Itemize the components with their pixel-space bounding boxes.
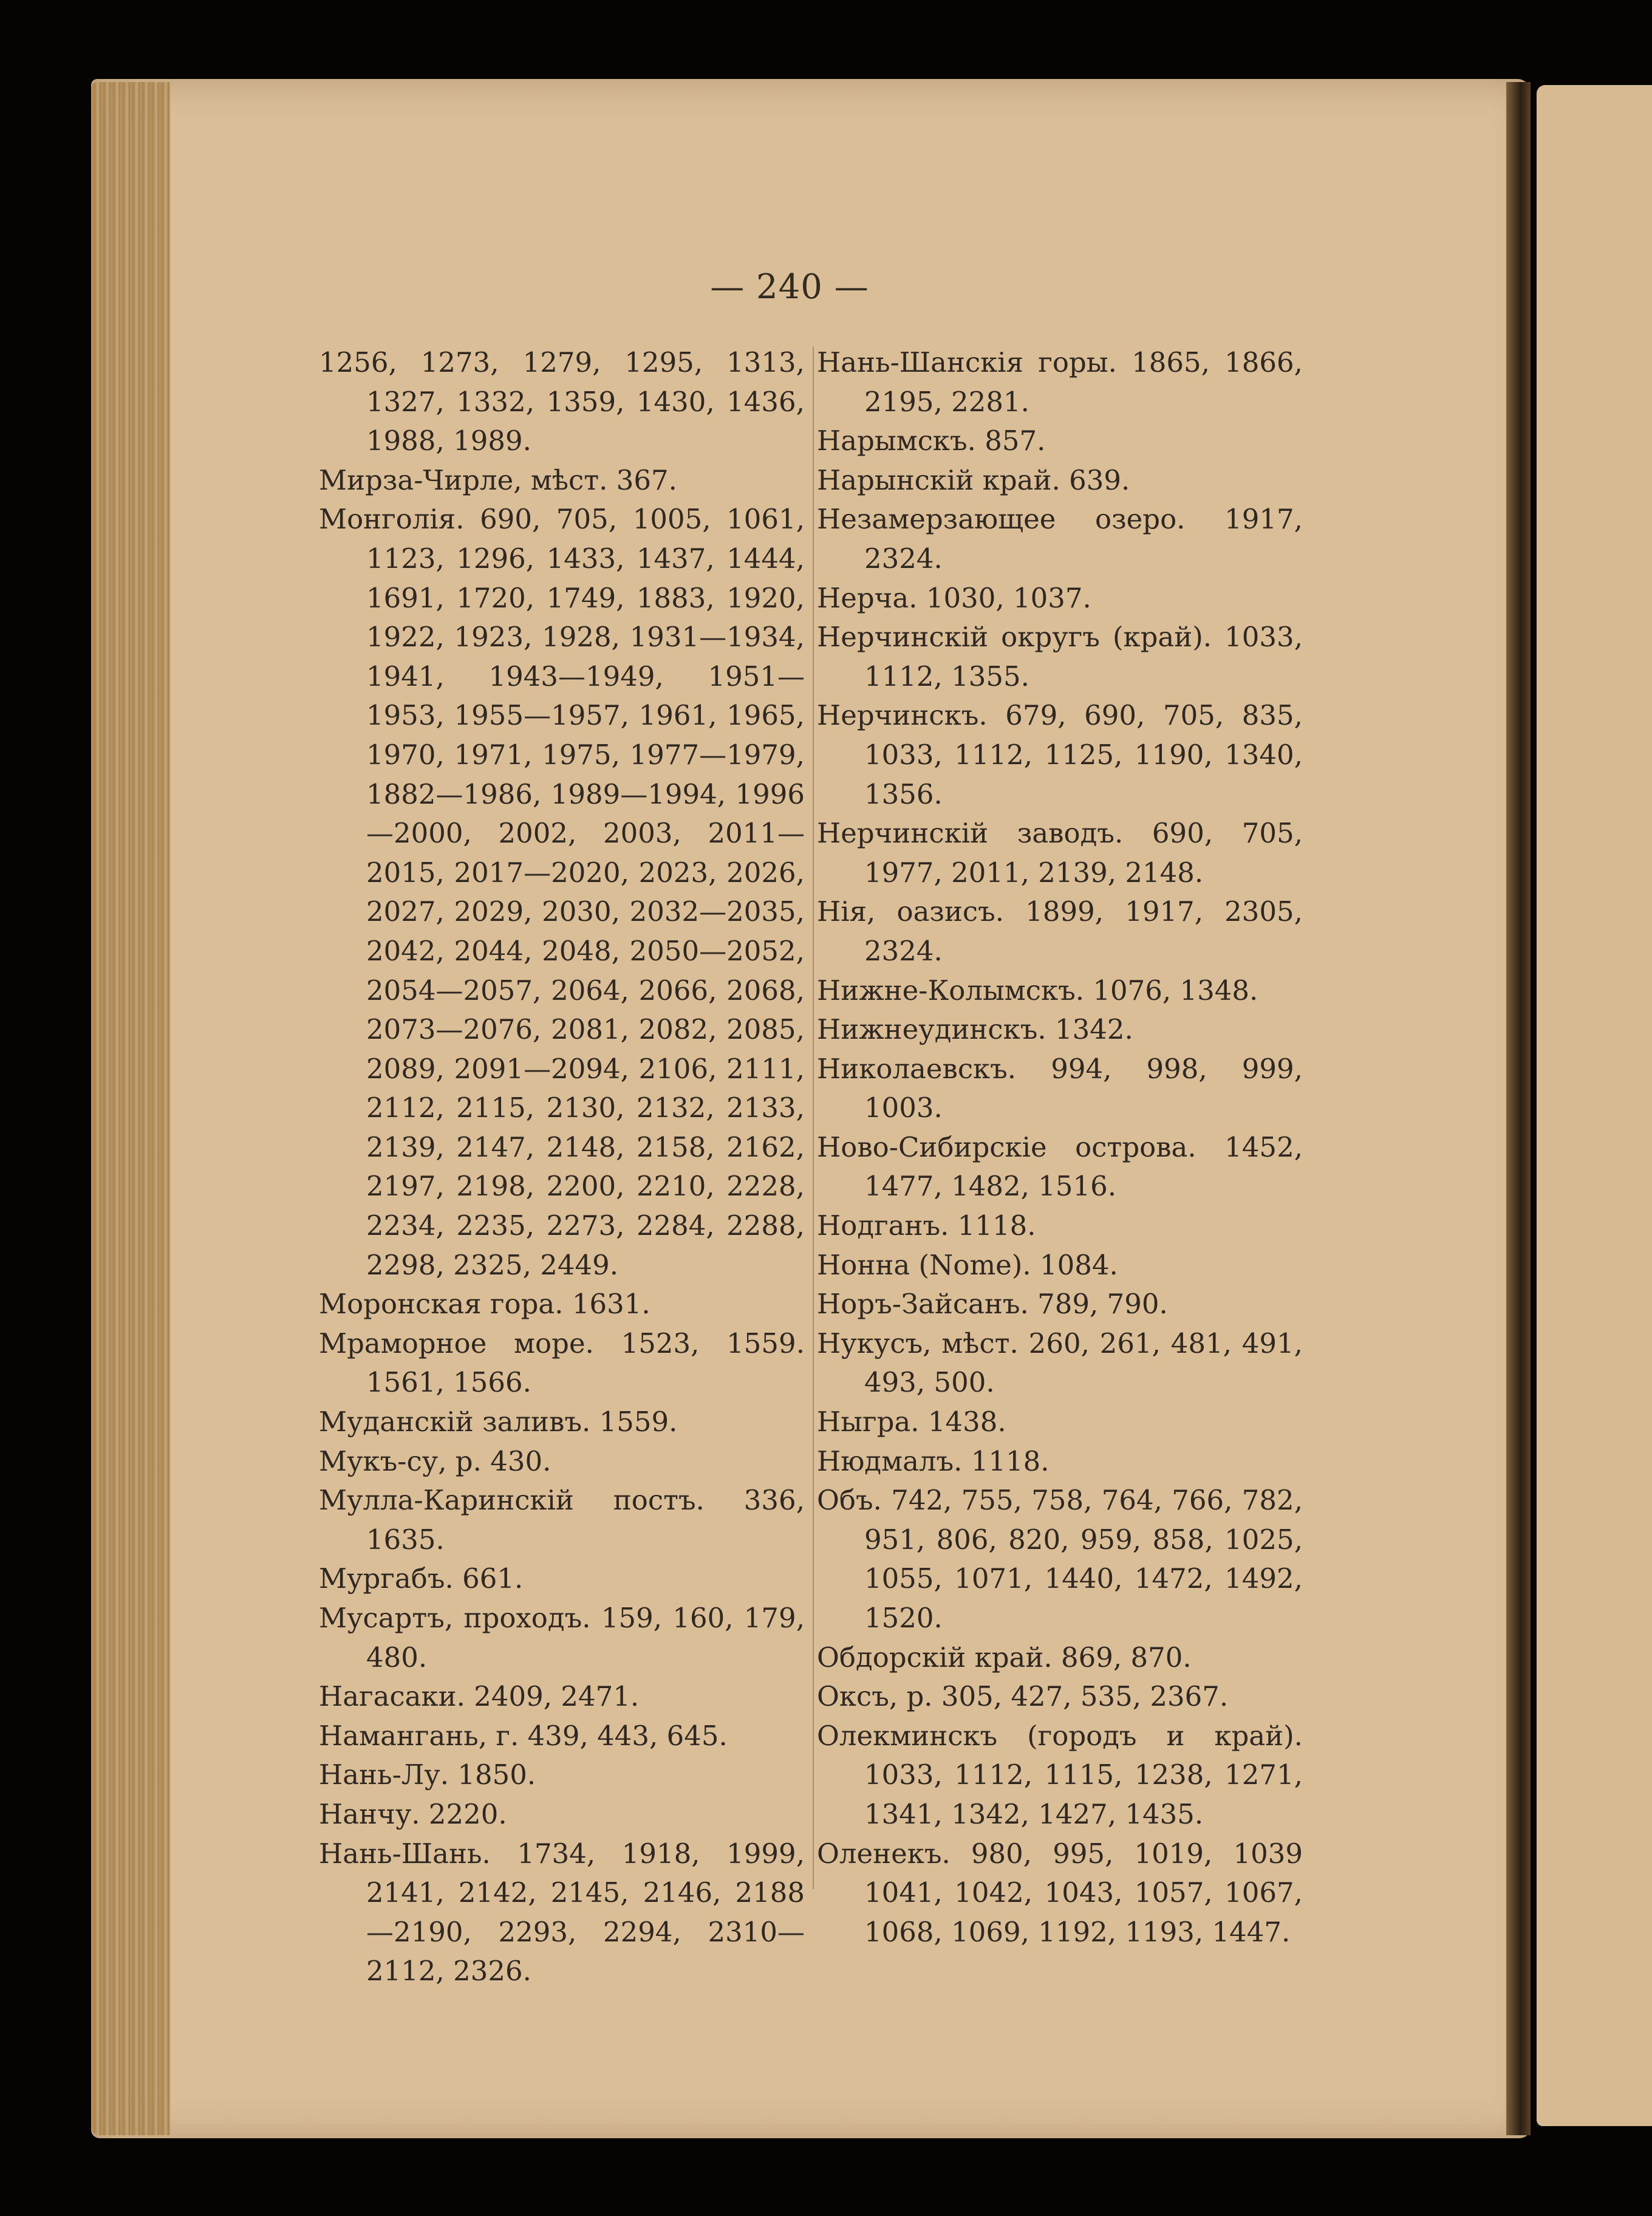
index-entry: Мулла-Каринскій постъ. 336, 1635. [319, 1484, 805, 1556]
index-entry: Моронская гора. 1631. [319, 1288, 650, 1321]
page-number: — 240 — [710, 267, 869, 307]
index-entry: Нанчу. 2220. [319, 1797, 507, 1830]
index-entry: Намангань, г. 439, 443, 645. [319, 1719, 728, 1752]
index-entry: Нижне-Колымскъ. 1076, 1348. [817, 974, 1258, 1007]
index-entry: Незамерзающее озеро. 1917, 2324. [817, 503, 1303, 575]
page-stack-edge [91, 82, 170, 2135]
index-entry: Нерча. 1030, 1037. [817, 581, 1091, 614]
book-gutter [1506, 82, 1531, 2135]
index-entry: Олекминскъ (городъ и край). 1033, 1112, 1115, 1238, 1271, 1341, 1342, 1427, 1435. [817, 1719, 1303, 1830]
index-entry: Мраморное море. 1523, 1559. 1561, 1566. [319, 1327, 805, 1399]
index-entry: Нагасаки. 2409, 2471. [319, 1680, 640, 1713]
index-entry: Николаевскъ. 994, 998, 999, 1003. [817, 1052, 1303, 1124]
index-entry: 1256, 1273, 1279, 1295, 1313, 1327, 1332, 1359, 1430, 1436, 1988, 1989. [319, 346, 805, 457]
index-entry: Оксъ, р. 305, 427, 535, 2367. [817, 1680, 1229, 1713]
index-entry: Оленекъ. 980, 995, 1019, 1039 1041, 1042, 1043, 1057, 1067, 1068, 1069, 1192, 1193, 1447. [817, 1837, 1303, 1948]
index-entry: Нукусъ, мѣст. 260, 261, 481, 491, 493, 500. [817, 1327, 1303, 1399]
index-entry: Нерчинскій округъ (край). 1033, 1112, 1355. [817, 621, 1303, 692]
index-entry: Нарынскій край. 639. [817, 463, 1130, 496]
index-entry: Нарымскъ. 857. [817, 425, 1046, 457]
index-entry: Нижнеудинскъ. 1342. [817, 1013, 1133, 1046]
index-entry: Монголія. 690, 705, 1005, 1061, 1123, 1296, 1433, 1437, 1444, 1691, 1720, 1749, 1883, 1920, 1922, 1923, 1928, 1931—1934, 1941, 1943—1949, 1951—1953, 1955—1957, 1961, 1965, 1970, 1971, 1975, 1977—1979, 1882—1986, 1989—1994, 1996—2000, 2002, 2003, 2011—2015, 2017—2020, 2023, 2026, 2027, 2029, 2030, 2032—2035, 2042, 2044, 2048, 2050—2052, 2054—2057, 2064, 2066, 2068, 2073—2076, 2081, 2082, 2085, 2089, 2091—2094, 2106, 2111, 2112, 2115, 2130, 2132, 2133, 2139, 2147, 2148, 2158, 2162, 2197, 2198, 2200, 2210, 2228, 2234, 2235, 2273, 2284, 2288, 2298, 2325, 2449. [319, 503, 805, 1281]
index-entry: Мусартъ, проходъ. 159, 160, 179, 480. [319, 1602, 805, 1674]
index-column-left [319, 343, 805, 1991]
index-entry: Мургабъ. 661. [319, 1562, 524, 1595]
book-page [91, 79, 1531, 2138]
index-entry: Нерчинскій заводъ. 690, 705, 1977, 2011, 2139, 2148. [817, 817, 1303, 889]
index-entry: Обдорскій край. 869, 870. [817, 1641, 1192, 1674]
index-entry: Нань-Шанскія горы. 1865, 1866, 2195, 2281. [817, 346, 1303, 418]
index-entry: Норъ-Зайсанъ. 789, 790. [817, 1288, 1168, 1321]
index-entry: Мирза-Чирле, мѣст. 367. [319, 463, 677, 496]
index-entry: Нодганъ. 1118. [817, 1209, 1036, 1242]
index-entry: Ново-Сибирскіе острова. 1452, 1477, 1482, 1516. [817, 1130, 1303, 1203]
index-entry: Ныгра. 1438. [817, 1406, 1006, 1438]
index-entry: Муданскій заливъ. 1559. [319, 1406, 678, 1438]
next-page-edge [1537, 85, 1652, 2126]
index-entry: Нія, оазисъ. 1899, 1917, 2305, 2324. [817, 895, 1303, 967]
index-column-right [817, 343, 1303, 1952]
index-entry: Мукъ-су, р. 430. [319, 1445, 551, 1477]
index-entry: Нонна (Nome). 1084. [817, 1248, 1118, 1281]
index-entry: Нань-Лу. 1850. [319, 1759, 536, 1791]
index-entry: Нерчинскъ. 679, 690, 705, 835, 1033, 1112, 1125, 1190, 1340, 1356. [817, 699, 1303, 810]
index-entry: Нань-Шань. 1734, 1918, 1999, 2141, 2142, 2145, 2146, 2188—2190, 2293, 2294, 2310—2112, 2326. [319, 1837, 805, 1988]
column-divider [813, 346, 814, 1889]
index-entry: Объ. 742, 755, 758, 764, 766, 782, 951, 806, 820, 959, 858, 1025, 1055, 1071, 1440, 1472, 1492, 1520. [817, 1484, 1303, 1634]
index-entry: Нюдмалъ. 1118. [817, 1445, 1050, 1477]
